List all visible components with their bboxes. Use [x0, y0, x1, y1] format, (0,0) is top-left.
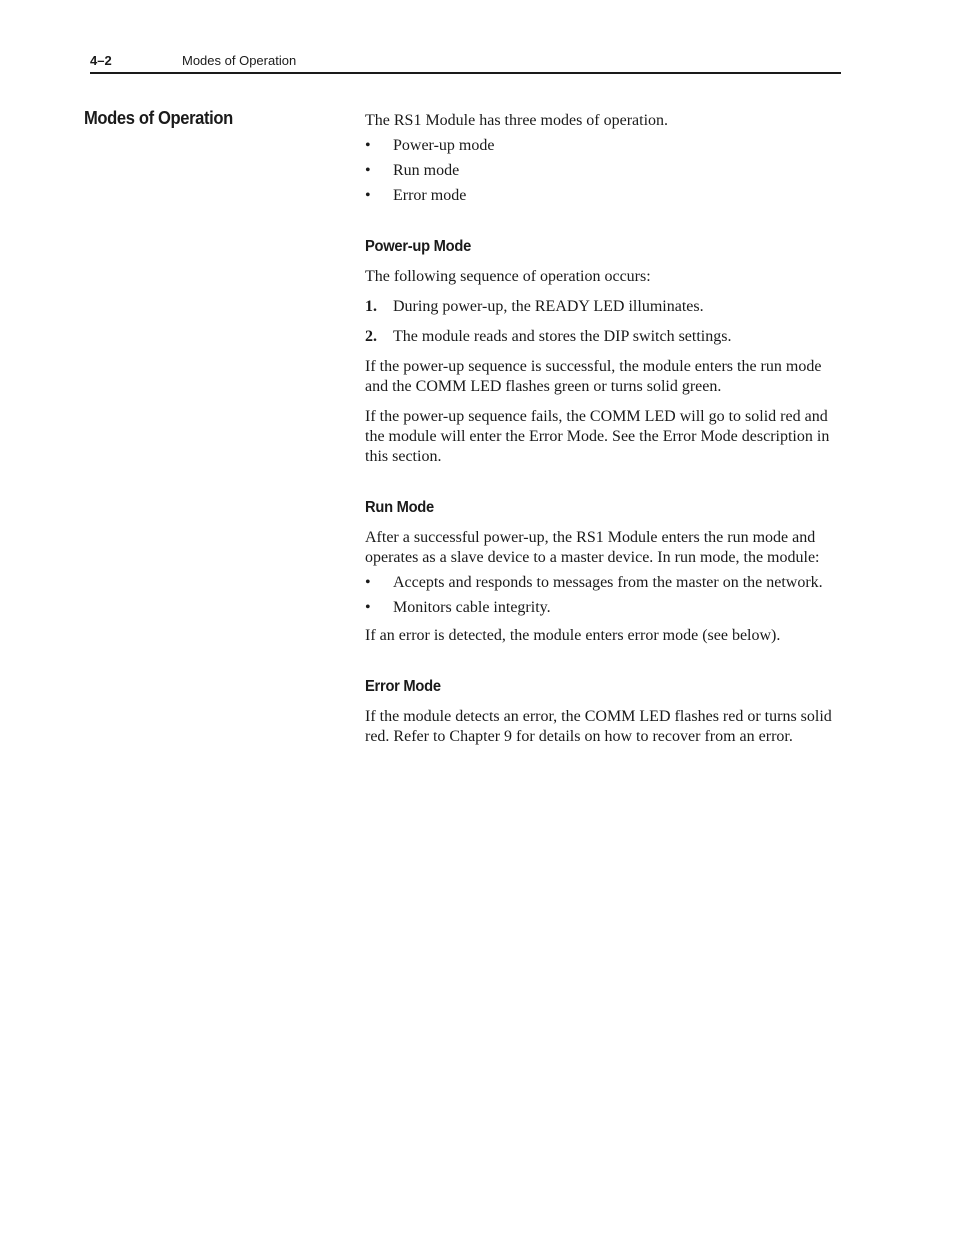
run-mode-list [365, 573, 835, 618]
bullet-marker: • [365, 137, 371, 154]
power-up-heading: Power-up Mode [365, 238, 472, 255]
bullet-marker: • [365, 162, 371, 179]
run-mode-error-note: If an error is detected, the module enters error mode (see below). [365, 627, 781, 644]
power-up-lead: The following sequence of operation occurs: [365, 268, 651, 285]
list-item: • Monitors cable integrity. [365, 599, 551, 616]
main-content [365, 111, 835, 757]
run-mode-lead: After a successful power-up, the RS1 Module enters the run mode and operates as a slave device to a master device. In run mode, the module: [365, 529, 820, 566]
list-item: • Error mode [365, 187, 467, 204]
step-number: 1. [365, 298, 377, 315]
power-up-fail: If the power-up sequence fails, the COMM LED will go to solid red and the module will enter the Error Mode. See the Error Mode description in this section. [365, 408, 830, 465]
power-up-success: If the power-up sequence is successful, the module enters the run mode and the COMM LED flashes green or turns solid green. [365, 358, 822, 395]
running-title: Modes of Operation [182, 53, 297, 68]
power-up-steps [365, 297, 835, 347]
run-mode-heading: Run Mode [365, 499, 434, 516]
step-item: 2. The module reads and stores the DIP switch settings. [365, 328, 732, 345]
error-mode-heading: Error Mode [365, 678, 441, 695]
running-header [90, 52, 841, 74]
section-heading: Modes of Operation [84, 108, 233, 128]
list-item: • Power-up mode [365, 137, 495, 154]
list-item: • Run mode [365, 162, 460, 179]
list-item: • Accepts and responds to messages from the master on the network. [365, 574, 823, 591]
step-item: 1. During power-up, the READY LED illuminates. [365, 298, 704, 315]
error-mode-text: If the module detects an error, the COMM LED flashes red or turns solid red. Refer to Chapter 9 for details on how to recover from an error. [365, 708, 832, 745]
step-number: 2. [365, 328, 377, 345]
page-number: 4–2 [90, 53, 112, 68]
intro-paragraph: The RS1 Module has three modes of operation. [365, 112, 669, 129]
bullet-marker: • [365, 187, 371, 204]
bullet-marker: • [365, 574, 371, 591]
bullet-marker: • [365, 599, 371, 616]
modes-list [365, 136, 835, 206]
